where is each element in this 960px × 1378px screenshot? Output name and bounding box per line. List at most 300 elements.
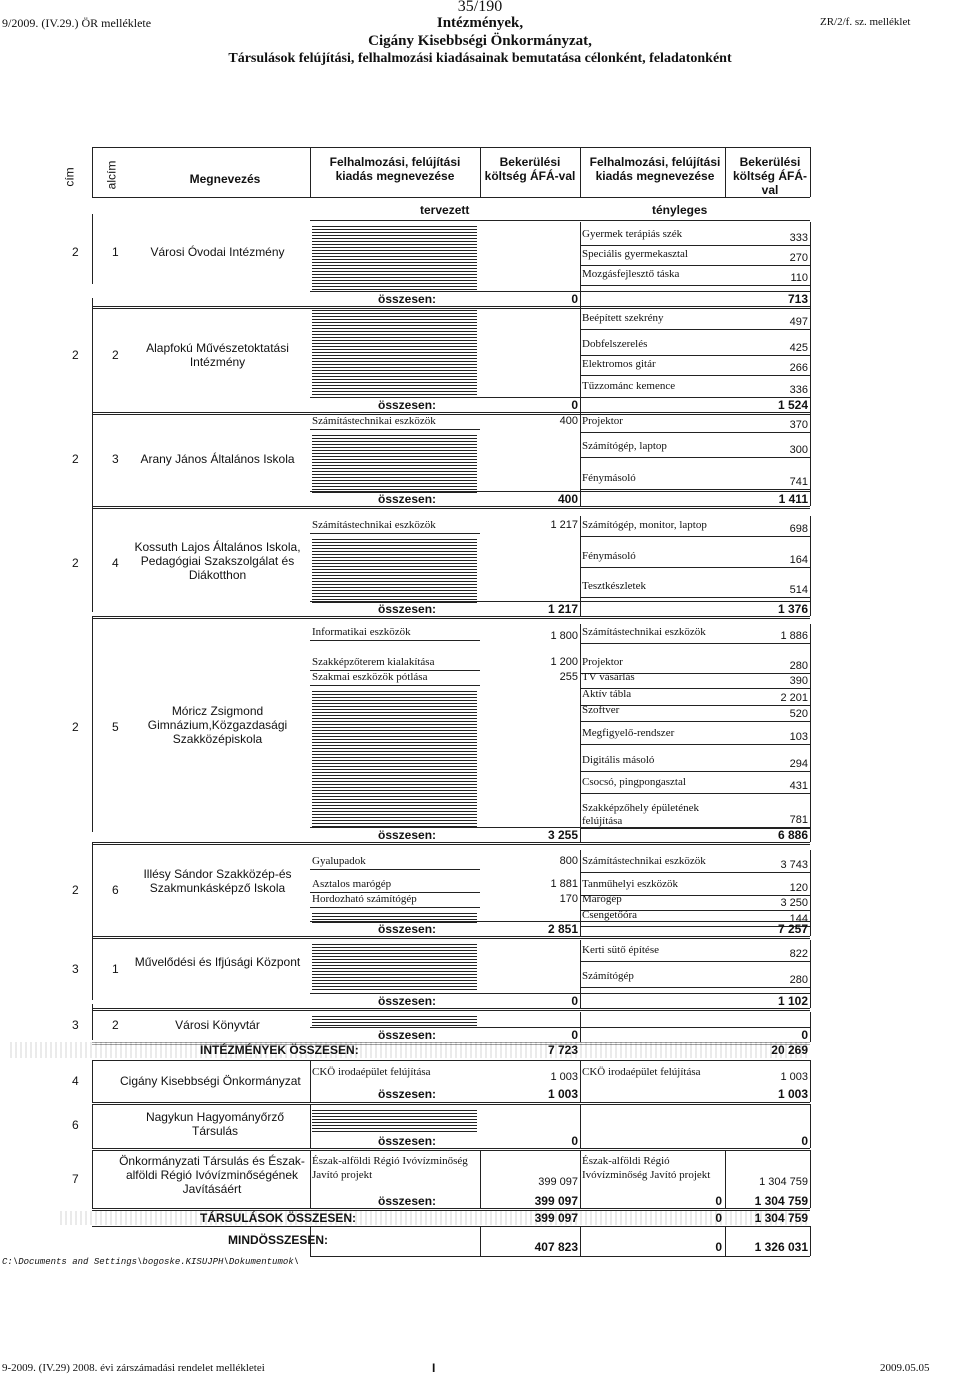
actual-item-cost: 280 bbox=[789, 660, 808, 672]
rule bbox=[810, 412, 811, 506]
page-number: 35/190 bbox=[457, 0, 503, 15]
actual-item-desc: Projektor bbox=[582, 415, 623, 427]
sum-actual: 1 102 bbox=[777, 994, 808, 1008]
fill-line bbox=[312, 751, 477, 755]
actual-item-desc: Marógép bbox=[582, 893, 622, 905]
actual-item-desc: Fénymásoló bbox=[582, 550, 636, 562]
actual-item-desc: Számítástechnikai eszközök bbox=[582, 855, 706, 867]
rule bbox=[810, 1150, 811, 1208]
rule bbox=[580, 744, 810, 745]
osszesen-label: összesen: bbox=[378, 1134, 437, 1148]
row-alcim: 2 bbox=[112, 1018, 119, 1032]
fill-line bbox=[312, 238, 477, 242]
rule bbox=[580, 222, 581, 306]
fill-line bbox=[312, 382, 477, 386]
actual-item-cost: 266 bbox=[789, 362, 808, 374]
rule bbox=[580, 1226, 581, 1256]
sum-plan: 0 bbox=[571, 398, 578, 412]
actual-item-cost: 425 bbox=[789, 342, 808, 354]
row-alcim: 5 bbox=[112, 720, 119, 734]
fill-line bbox=[312, 944, 477, 948]
tarsulasok-total-mid: 0 bbox=[715, 1211, 722, 1225]
fill-line bbox=[312, 268, 477, 272]
hagyomany-name: Nagykun Hagyományőrző Társulás bbox=[145, 1110, 285, 1138]
ivoviz-name: Önkormányzati Társulás és Észak-alföldi Régió Ivóvízminőségének Javításáért bbox=[119, 1154, 305, 1196]
sum-plan: 2 851 bbox=[547, 922, 578, 936]
actual-item-cost: 110 bbox=[790, 272, 808, 284]
mindosszesen-mid: 0 bbox=[715, 1240, 722, 1254]
actual-item-cost: 781 bbox=[789, 814, 808, 826]
actual-item-cost: 333 bbox=[789, 232, 808, 244]
title-line-3: Társulások felújítási, felhalmozási kiadásainak bemutatása célonként, feladatonként bbox=[228, 51, 732, 66]
cko-cim: 4 bbox=[72, 1074, 79, 1088]
fill-line bbox=[312, 974, 477, 978]
row-alcim: 4 bbox=[112, 556, 119, 570]
fill-line bbox=[312, 763, 477, 767]
fill-line bbox=[312, 575, 477, 579]
rule bbox=[310, 907, 480, 908]
rule bbox=[310, 640, 480, 641]
fill-line bbox=[312, 453, 477, 457]
actual-item-desc: Csengetőóra bbox=[582, 909, 637, 921]
plan-item-cost: 1 200 bbox=[550, 656, 578, 668]
sum-plan: 400 bbox=[557, 492, 578, 506]
osszesen-label: összesen: bbox=[378, 1087, 437, 1101]
rule bbox=[580, 1150, 581, 1208]
footer-right: 2009.05.05 bbox=[880, 1362, 930, 1374]
rule bbox=[92, 1102, 810, 1103]
fill-line bbox=[312, 310, 477, 314]
actual-item-desc: Fénymásoló bbox=[582, 472, 636, 484]
title-line-1: Intézmények, bbox=[436, 15, 524, 31]
row-cim: 2 bbox=[72, 245, 79, 259]
rule bbox=[580, 597, 810, 598]
rule bbox=[92, 616, 810, 617]
col-act-cost: Bekerülési költség ÁFÁ-val bbox=[732, 155, 807, 197]
sum-actual: 713 bbox=[787, 292, 808, 306]
fill-line bbox=[312, 587, 477, 591]
osszesen-label: összesen: bbox=[378, 994, 437, 1008]
tarsulasok-total-label: TÁRSULÁSOK ÖSSZESEN: bbox=[200, 1211, 357, 1225]
actual-item-cost: 431 bbox=[789, 780, 808, 792]
rule bbox=[310, 491, 810, 492]
fill-line bbox=[312, 1016, 477, 1020]
actual-item-cost: 336 bbox=[789, 384, 808, 396]
fill-line bbox=[312, 1122, 477, 1126]
right-reference: ZR/2/f. sz. melléklet bbox=[820, 16, 911, 28]
rule bbox=[310, 869, 480, 870]
rule bbox=[310, 827, 810, 828]
actual-item-cost: 2 201 bbox=[780, 692, 808, 704]
rule bbox=[310, 601, 810, 602]
rule bbox=[810, 516, 811, 616]
plan-item-cost: 1 217 bbox=[550, 519, 578, 531]
rule bbox=[92, 1150, 93, 1208]
fill-line bbox=[312, 569, 477, 573]
rule bbox=[310, 1027, 810, 1028]
rule bbox=[580, 1104, 581, 1148]
fill-line bbox=[312, 358, 477, 362]
rule bbox=[92, 508, 810, 509]
hagyomany-sum-act: 0 bbox=[801, 1134, 808, 1148]
plan-item-desc: Hordozható számítógép bbox=[312, 893, 417, 905]
fill-line bbox=[312, 593, 477, 597]
rule bbox=[92, 506, 810, 507]
rule bbox=[310, 1226, 311, 1256]
gray-band bbox=[10, 1042, 810, 1058]
actual-item-desc: Számítógép, monitor, laptop bbox=[582, 519, 707, 531]
fill-line bbox=[312, 364, 477, 368]
actual-item-desc: Szakképzőhely épületének felújítása bbox=[582, 802, 699, 827]
actual-item-desc: Speciális gyermekasztal bbox=[582, 248, 688, 260]
osszesen-label: összesen: bbox=[378, 828, 437, 842]
row-alcim: 1 bbox=[112, 962, 119, 976]
actual-item-desc: Mozgásfejlesztő táska bbox=[582, 268, 680, 280]
fill-line bbox=[312, 539, 477, 543]
rule bbox=[580, 624, 581, 842]
rule bbox=[580, 567, 810, 568]
actual-item-desc: Tesztkészletek bbox=[582, 580, 646, 592]
tervezett-label: tervezett bbox=[420, 203, 470, 217]
fill-line bbox=[312, 471, 477, 475]
fill-line bbox=[312, 709, 477, 713]
fill-line bbox=[312, 316, 477, 320]
rule bbox=[810, 306, 811, 412]
plan-item-cost: 255 bbox=[559, 671, 578, 683]
actual-item-cost: 280 bbox=[789, 974, 808, 986]
row-cim: 3 bbox=[72, 962, 79, 976]
rule bbox=[92, 1104, 93, 1148]
mindosszesen-label: MINDÖSSZESEN: bbox=[228, 1233, 329, 1247]
ivoviz-cim: 7 bbox=[72, 1172, 79, 1186]
osszesen-label: összesen: bbox=[378, 1194, 437, 1208]
fill-line bbox=[312, 340, 477, 344]
rule bbox=[810, 940, 811, 1008]
fill-line bbox=[312, 477, 477, 481]
rule bbox=[580, 245, 810, 246]
rule bbox=[310, 1150, 311, 1208]
osszesen-label: összesen: bbox=[378, 1028, 437, 1042]
fill-line bbox=[312, 280, 477, 284]
institution-name: Illésy Sándor Szakközép-és Szakmunkásképző Iskola bbox=[143, 867, 292, 895]
actual-item-cost: 3 250 bbox=[780, 897, 808, 909]
rule bbox=[310, 1104, 311, 1148]
actual-item-cost: 294 bbox=[789, 758, 808, 770]
rule bbox=[580, 329, 810, 330]
rule bbox=[580, 771, 810, 772]
actual-item-desc: Tűzzománc kemence bbox=[582, 380, 676, 392]
ivoviz-act: 1 304 759 bbox=[759, 1176, 808, 1188]
rule bbox=[580, 355, 810, 356]
fill-line bbox=[312, 256, 477, 260]
rule bbox=[810, 1012, 811, 1042]
fill-line bbox=[312, 805, 477, 809]
fill-line bbox=[312, 346, 477, 350]
plan-item-desc: Asztalos marógép bbox=[312, 878, 392, 890]
fill-line bbox=[312, 465, 477, 469]
actual-item-desc: Szoftver bbox=[582, 704, 620, 716]
institution-name: Művelődési és Ifjúsági Központ bbox=[134, 955, 301, 969]
fill-line bbox=[312, 703, 477, 707]
fill-line bbox=[312, 1128, 477, 1132]
hagyomany-cim: 6 bbox=[72, 1118, 79, 1132]
ivoviz-act-desc: Észak-alföldi Régió Ivóvízminőség Javító projekt bbox=[582, 1155, 711, 1181]
fill-line bbox=[312, 551, 477, 555]
actual-item-cost: 1 886 bbox=[780, 630, 808, 642]
actual-item-cost: 270 bbox=[789, 252, 808, 264]
rule bbox=[92, 308, 810, 309]
row-alcim: 3 bbox=[112, 452, 119, 466]
left-reference: 9/2009. (IV.29.) ÖR melléklete bbox=[2, 16, 152, 30]
fill-line bbox=[312, 757, 477, 761]
actual-item-cost: 741 bbox=[789, 476, 808, 488]
plan-item-desc: Informatikai eszközök bbox=[312, 626, 411, 638]
actual-item-desc: Számítógép bbox=[582, 970, 634, 982]
col-cim: cím bbox=[62, 167, 77, 187]
sum-plan: 0 bbox=[571, 292, 578, 306]
actual-item-desc: Dobfelszerelés bbox=[582, 338, 648, 350]
fill-line bbox=[312, 226, 477, 230]
rule bbox=[310, 993, 810, 994]
tarsulasok-total-plan: 399 097 bbox=[534, 1211, 578, 1225]
actual-item-desc: Számítógép, laptop bbox=[582, 440, 667, 452]
rule bbox=[580, 432, 810, 433]
rule bbox=[580, 940, 581, 1008]
cko-act: 1 003 bbox=[780, 1071, 808, 1083]
row-cim: 2 bbox=[72, 348, 79, 362]
cko-plan: 1 003 bbox=[550, 1071, 578, 1083]
rule bbox=[92, 932, 93, 1000]
rule bbox=[580, 872, 810, 873]
osszesen-label: összesen: bbox=[378, 398, 437, 412]
fill-line bbox=[312, 799, 477, 803]
fill-line bbox=[312, 370, 477, 374]
fill-line bbox=[312, 769, 477, 773]
rule bbox=[310, 429, 480, 430]
actual-item-desc: Megfigyelő-rendszer bbox=[582, 727, 675, 739]
fill-line bbox=[312, 793, 477, 797]
rule bbox=[810, 222, 811, 306]
rule bbox=[580, 793, 810, 794]
actual-item-cost: 520 bbox=[789, 708, 808, 720]
fill-line bbox=[312, 733, 477, 737]
rule bbox=[92, 1150, 810, 1151]
plan-item-cost: 170 bbox=[559, 893, 578, 905]
rule bbox=[92, 412, 810, 413]
rule bbox=[92, 508, 93, 612]
rule bbox=[92, 842, 93, 932]
institution-name: Arany János Általános Iskola bbox=[140, 452, 295, 466]
fill-line bbox=[312, 388, 477, 392]
fill-line bbox=[312, 1116, 477, 1120]
sum-plan: 0 bbox=[571, 994, 578, 1008]
row-cim: 3 bbox=[72, 1018, 79, 1032]
fill-line bbox=[312, 811, 477, 815]
actual-item-cost: 497 bbox=[789, 316, 808, 328]
actual-item-desc: Számítástechnikai eszközök bbox=[582, 626, 706, 638]
fill-line bbox=[312, 441, 477, 445]
actual-item-cost: 120 bbox=[789, 882, 808, 894]
rule bbox=[810, 624, 811, 842]
actual-item-cost: 144 bbox=[789, 913, 808, 925]
fill-line bbox=[312, 962, 477, 966]
cko-sum-act: 1 003 bbox=[777, 1087, 808, 1101]
fill-line bbox=[312, 447, 477, 451]
rule bbox=[580, 375, 810, 376]
fill-line bbox=[312, 775, 477, 779]
intezmenyek-total-plan: 7 723 bbox=[547, 1043, 578, 1057]
fill-line bbox=[312, 483, 477, 487]
col-act-desc: Felhalmozási, felújítási kiadás megnevezése bbox=[589, 155, 721, 183]
fill-line bbox=[312, 745, 477, 749]
row-alcim: 1 bbox=[112, 245, 119, 259]
cko-act-desc: CKÖ irodaépület felújítása bbox=[582, 1066, 701, 1078]
actual-item-cost: 370 bbox=[789, 419, 808, 431]
actual-item-desc: Csocsó, pingpongasztal bbox=[582, 776, 686, 788]
ivoviz-sum-plan: 399 097 bbox=[534, 1194, 578, 1208]
sum-plan: 3 255 bbox=[547, 828, 578, 842]
intezmenyek-total-label: INTÉZMÉNYEK ÖSSZESEN: bbox=[200, 1043, 359, 1057]
fill-line bbox=[312, 244, 477, 248]
rule bbox=[92, 616, 93, 832]
actual-item-desc: Gyermek terápiás szék bbox=[582, 228, 683, 240]
actual-item-cost: 300 bbox=[789, 444, 808, 456]
fill-line bbox=[312, 721, 477, 725]
tarsulasok-total-act: 1 304 759 bbox=[754, 1211, 808, 1225]
actual-item-desc: Digitális másoló bbox=[582, 754, 655, 766]
plan-item-cost: 1 881 bbox=[550, 878, 578, 890]
plan-item-cost: 1 800 bbox=[550, 630, 578, 642]
col-plan-desc: Felhalmozási, felújítási kiadás megnevezése bbox=[329, 155, 461, 183]
fill-line bbox=[312, 581, 477, 585]
rule bbox=[580, 643, 810, 644]
rule bbox=[480, 1226, 481, 1256]
rule bbox=[92, 618, 810, 619]
row-cim: 2 bbox=[72, 556, 79, 570]
rule bbox=[92, 1010, 810, 1011]
sum-actual: 7 257 bbox=[777, 922, 808, 936]
fill-line bbox=[312, 557, 477, 561]
rule bbox=[92, 298, 93, 406]
rule bbox=[580, 987, 810, 988]
rule bbox=[580, 536, 810, 537]
rule bbox=[810, 850, 811, 936]
rule bbox=[92, 1060, 93, 1102]
fill-line bbox=[312, 950, 477, 954]
mindosszesen-plan: 407 823 bbox=[534, 1240, 578, 1254]
fill-line bbox=[312, 956, 477, 960]
rule bbox=[92, 1148, 810, 1149]
fill-line bbox=[312, 563, 477, 567]
rule bbox=[310, 291, 810, 292]
sum-actual: 1 411 bbox=[778, 492, 808, 506]
fill-line bbox=[312, 545, 477, 549]
sum-actual: 0 bbox=[801, 1028, 808, 1042]
rule bbox=[92, 938, 810, 939]
footer-mid: I bbox=[432, 1361, 436, 1375]
plan-item-desc: Szakképzőterem kialakítása bbox=[312, 656, 435, 668]
rule bbox=[92, 1008, 810, 1009]
fill-line bbox=[312, 334, 477, 338]
actual-item-cost: 164 bbox=[789, 554, 808, 566]
rule bbox=[580, 489, 810, 490]
rule bbox=[92, 404, 93, 508]
rule bbox=[310, 1256, 810, 1257]
actual-item-desc: TV vásárlás bbox=[582, 671, 635, 683]
plan-item-cost: 400 bbox=[559, 415, 578, 427]
rule bbox=[725, 1150, 726, 1208]
title-line-2: Cigány Kisebbségi Önkormányzat, bbox=[368, 33, 592, 49]
rule bbox=[580, 457, 810, 458]
rule bbox=[580, 285, 810, 286]
osszesen-label: összesen: bbox=[378, 602, 437, 616]
row-cim: 2 bbox=[72, 720, 79, 734]
rule bbox=[92, 306, 810, 307]
fill-line bbox=[312, 727, 477, 731]
rule bbox=[580, 850, 581, 936]
osszesen-label: összesen: bbox=[378, 492, 437, 506]
sum-plan: 1 217 bbox=[547, 602, 578, 616]
actual-item-cost: 390 bbox=[789, 675, 808, 687]
sum-actual: 1 524 bbox=[777, 398, 808, 412]
fill-line bbox=[312, 352, 477, 356]
row-cim: 2 bbox=[72, 452, 79, 466]
fill-line bbox=[312, 968, 477, 972]
actual-item-cost: 698 bbox=[789, 523, 808, 535]
ivoviz-sum-mid: 0 bbox=[715, 1194, 722, 1208]
rule bbox=[310, 921, 810, 922]
cko-sum-plan: 1 003 bbox=[547, 1087, 578, 1101]
institution-name: Alapfokú Művészetoktatási Intézmény bbox=[146, 341, 289, 369]
footer-left: 9-2009. (IV.29) 2008. évi zárszámadási rendelet mellékletei bbox=[2, 1362, 265, 1374]
cko-name: Cigány Kisebbségi Önkormányzat bbox=[120, 1074, 301, 1088]
sum-actual: 1 376 bbox=[777, 602, 808, 616]
actual-item-desc: Kerti sütő építése bbox=[582, 944, 659, 956]
rule bbox=[310, 533, 480, 534]
rule bbox=[92, 1226, 810, 1227]
rule bbox=[310, 685, 480, 686]
fill-line bbox=[312, 980, 477, 984]
actual-item-desc: Tanműhelyi eszközök bbox=[582, 878, 679, 890]
fill-line bbox=[312, 787, 477, 791]
fill-line bbox=[312, 913, 477, 917]
fill-line bbox=[312, 715, 477, 719]
fill-line bbox=[312, 232, 477, 236]
fill-line bbox=[312, 691, 477, 695]
fill-line bbox=[312, 1022, 477, 1026]
fill-line bbox=[312, 986, 477, 990]
hagyomany-sum-plan: 0 bbox=[571, 1134, 578, 1148]
rule bbox=[580, 265, 810, 266]
actual-item-desc: Beépített szekrény bbox=[582, 312, 664, 324]
rule bbox=[92, 214, 93, 284]
sum-actual: 6 886 bbox=[777, 828, 808, 842]
actual-item-desc: Projektor bbox=[582, 656, 623, 668]
institution-name: Városi Óvodai Intézmény bbox=[150, 245, 285, 259]
row-alcim: 2 bbox=[112, 348, 119, 362]
fill-line bbox=[312, 250, 477, 254]
fill-line bbox=[312, 328, 477, 332]
fill-line bbox=[312, 376, 477, 380]
actual-item-cost: 514 bbox=[789, 584, 808, 596]
col-alcim: alcím bbox=[104, 160, 119, 190]
col-megnevezes: Megnevezés bbox=[189, 172, 261, 186]
rule bbox=[810, 1060, 811, 1102]
institution-name: Városi Könyvtár bbox=[175, 1018, 260, 1032]
rule bbox=[725, 1226, 726, 1256]
rule bbox=[580, 721, 810, 722]
fill-line bbox=[312, 286, 477, 290]
